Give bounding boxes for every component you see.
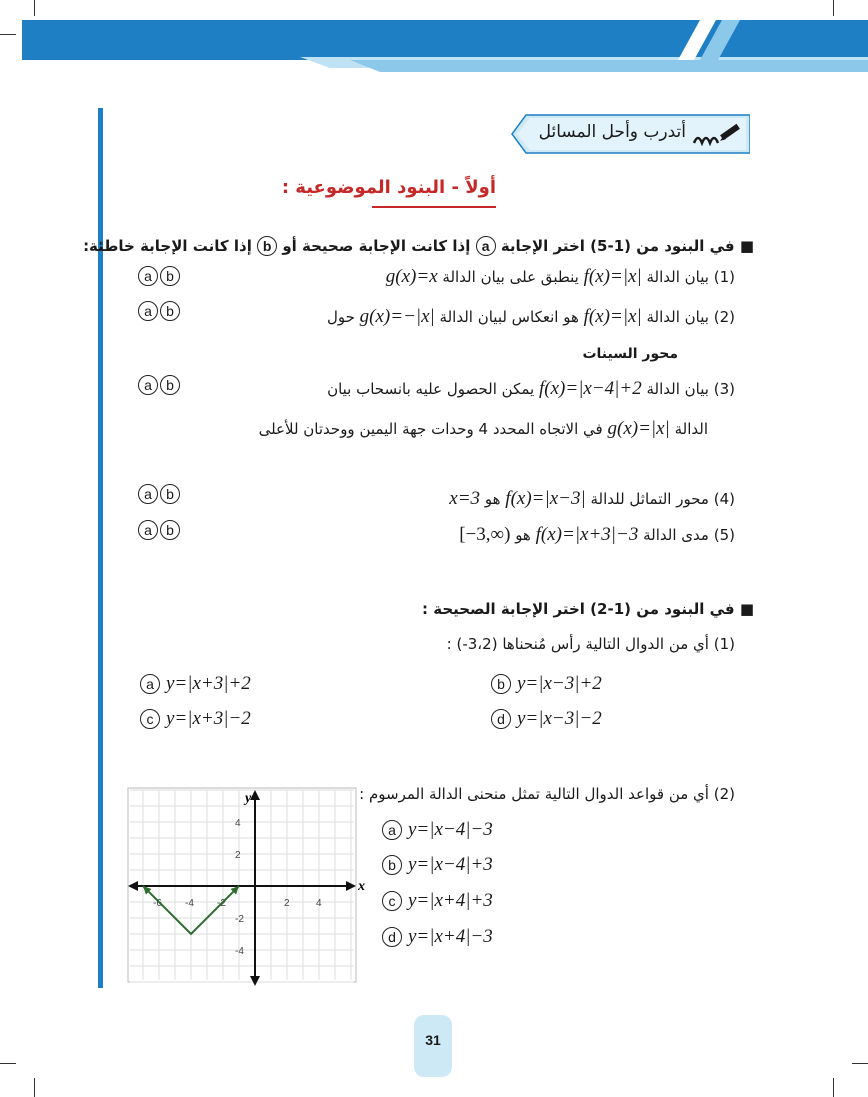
tf-answer-choices-5: [138, 520, 180, 540]
choice-b-marker: b: [257, 236, 277, 256]
section-title: أولاً - البنود الموضوعية :: [281, 177, 496, 198]
option-letter[interactable]: b: [491, 674, 511, 694]
mcq-2-question: (2) أي من قواعد الدوال التالية تمثل منحنى الدالة المرسوم :: [359, 785, 735, 803]
choice-b-button[interactable]: b: [160, 484, 180, 504]
bullet-square: ■: [739, 237, 754, 255]
option-letter[interactable]: d: [382, 927, 402, 947]
mcq-1-option-d[interactable]: d y=|x−3|−2: [491, 708, 602, 730]
option-letter[interactable]: c: [382, 891, 402, 911]
practice-banner: [510, 113, 750, 155]
y-axis-label: y: [245, 791, 252, 806]
part1-instruction: ■ في البنود من (1-5) اختر الإجابة a إذا كانت الإجابة صحيحة أو b إذا كانت الإجابة خاطئة:: [83, 237, 754, 255]
tf-item-3: (3) بيان الدالة f(x)=|x−4|+2 يمكن الحصول عليه بانسحاب بيان: [327, 378, 735, 399]
option-letter[interactable]: a: [140, 674, 160, 694]
mcq-1-option-b[interactable]: b y=|x−3|+2: [491, 673, 602, 695]
choice-b-button[interactable]: b: [160, 301, 180, 321]
mcq-2-option-d[interactable]: d y=|x+4|−3: [382, 926, 493, 948]
choice-a-button[interactable]: a: [138, 520, 158, 540]
tf-answer-choices-1: [138, 266, 180, 286]
mcq-1-option-a[interactable]: a y=|x+3|+2: [140, 673, 251, 695]
page-number: 31: [425, 1032, 441, 1048]
choice-a-button[interactable]: a: [138, 266, 158, 286]
option-letter[interactable]: d: [491, 709, 511, 729]
option-letter[interactable]: c: [140, 709, 160, 729]
x-tick-label: 4: [316, 898, 322, 909]
choice-a-button[interactable]: a: [138, 375, 158, 395]
part2-instruction: ■ في البنود من (1-2) اختر الإجابة الصحيحة :: [422, 600, 754, 618]
pen-icon: [690, 119, 746, 149]
header-stripe: [0, 0, 868, 80]
tf-item-3-continued: الدالة g(x)=|x| في الاتجاه المحدد 4 وحدات جهة اليمين ووحدتان للأعلى: [258, 418, 708, 439]
option-letter[interactable]: b: [382, 855, 402, 875]
tf-item-2: (2) بيان الدالة f(x)=|x| هو انعكاس لبيان الدالة g(x)=−|x| حول: [326, 306, 735, 327]
tf-answer-choices-4: [138, 484, 180, 504]
choice-b-button[interactable]: b: [160, 520, 180, 540]
crop-mark: [833, 1078, 834, 1097]
y-tick-label: -2: [235, 914, 244, 925]
tf-item-1: (1) بيان الدالة f(x)=|x| ينطبق على بيان الدالة g(x)=x: [385, 266, 735, 287]
tf-answer-choices-2: [138, 301, 180, 321]
mcq-2-option-a[interactable]: a y=|x−4|−3: [382, 819, 493, 841]
x-tick-label: -4: [185, 898, 194, 909]
y-tick-label: 4: [235, 818, 241, 829]
bullet-square: ■: [739, 600, 754, 618]
option-letter[interactable]: a: [382, 820, 402, 840]
page-number-tab: [414, 1015, 452, 1077]
choice-a-marker: a: [476, 236, 496, 256]
absolute-value-graph: [126, 786, 366, 986]
mcq-2-option-c[interactable]: c y=|x+4|+3: [382, 890, 493, 912]
crop-mark: [852, 1063, 868, 1064]
mcq-2-option-b[interactable]: b y=|x−4|+3: [382, 854, 493, 876]
choice-b-button[interactable]: b: [160, 266, 180, 286]
banner-label: أتدرب وأحل المسائل: [538, 122, 686, 142]
mcq-1-question: (1) أي من الدوال التالية رأس مُنحناها (3،2-) :: [446, 635, 735, 653]
tf-item-5: (5) مدى الدالة f(x)=|x+3|−3 هو [−3,∞): [459, 524, 735, 545]
choice-b-button[interactable]: b: [160, 375, 180, 395]
x-tick-label: -2: [217, 898, 226, 909]
tf-answer-choices-3: [138, 375, 180, 395]
x-tick-label: -6: [153, 898, 162, 909]
y-tick-label: -4: [235, 946, 244, 957]
choice-a-button[interactable]: a: [138, 484, 158, 504]
choice-a-button[interactable]: a: [138, 301, 158, 321]
y-tick-label: 2: [235, 850, 241, 861]
crop-mark: [34, 1078, 35, 1097]
mcq-1-option-c[interactable]: c y=|x+3|−2: [140, 708, 251, 730]
x-axis-label: x: [358, 879, 365, 894]
crop-mark: [0, 1063, 16, 1064]
x-tick-label: 2: [284, 898, 290, 909]
title-underline: [372, 206, 496, 208]
tf-item-4: (4) محور التماثل للدالة f(x)=|x−3| هو x=3: [449, 488, 735, 509]
tf-item-2-continued: محور السينات: [582, 346, 678, 362]
